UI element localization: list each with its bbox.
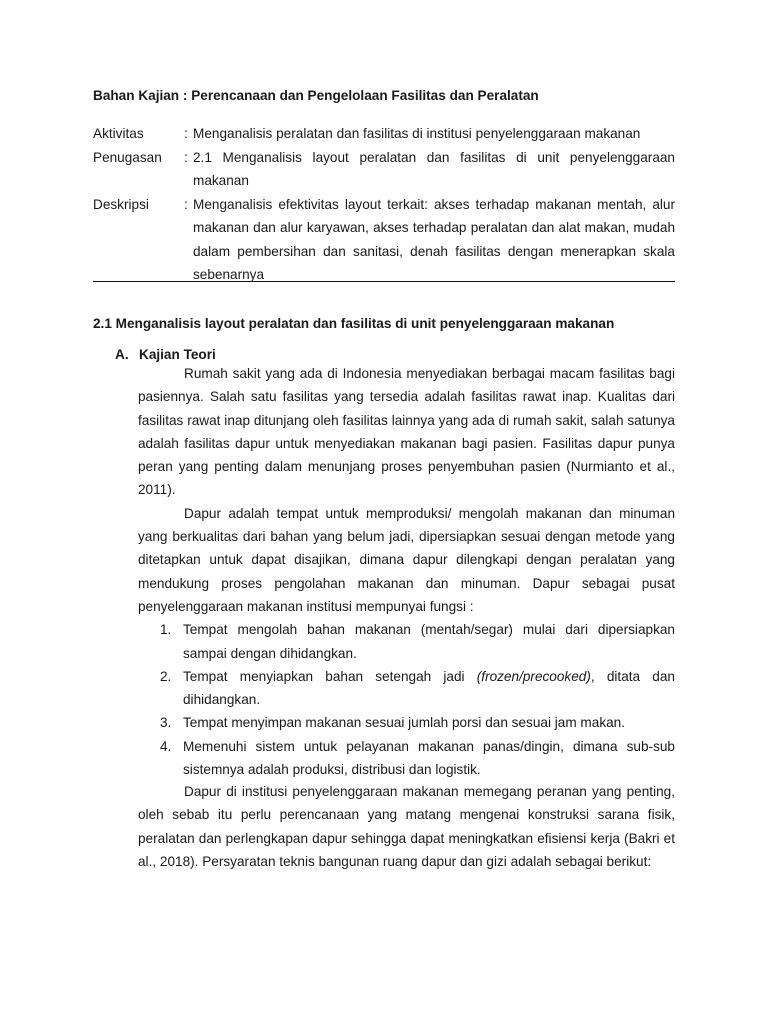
meta-row-penugasan [93,146,675,193]
horizontal-rule [93,281,675,282]
meta-row-aktivitas [93,122,675,146]
document-title: Bahan Kajian : Perencanaan dan Pengelolaan Fasilitas dan Peralatan [93,88,539,103]
paragraph: Dapur adalah tempat untuk memproduksi/ mengolah makanan dan minuman yang berkualitas dari bahan yang belum jadi, dipersiapkan sesuai dengan metode yang ditetapkan untuk dapat disajikan, dimana dapur dilengkapi dengan peralatan yang mendukung proses pengolahan makanan dan minuman. Dapur sebagai pusat penyelenggaraan makanan institusi mempunyai fungsi : [138,505,675,614]
list-text [183,665,675,712]
paragraph: Dapur di institusi penyelenggaraan makanan memegang peranan yang penting, oleh sebab itu perlu perencanaan yang matang mengenai konstruksi sarana fisik, peralatan dan perlengkapan dapur sehingga dapat meningkatkan efisiensi kerja (Bakri et al., 2018). Persyaratan teknis bangunan ruang dapur dan gizi adalah sebagai berikut: [138,784,675,869]
list-item [138,735,675,782]
subsection-title: Kajian Teori [139,347,216,362]
function-list [138,618,675,781]
meta-row-deskripsi [93,193,675,287]
list-text-part: Tempat menyiapkan bahan setengah jadi [183,668,477,684]
meta-colon: : [184,196,188,212]
list-number: 4. [160,738,172,754]
list-number: 1. [160,622,172,638]
list-text: Tempat mengolah bahan makanan (mentah/segar) mulai dari dipersiapkan sampai dengan dihidangkan. [183,622,675,661]
list-number: 3. [160,715,172,731]
list-text: Memenuhi sistem untuk pelayanan makanan panas/dingin, dimana sub-sub sistemnya adalah produksi, distribusi dan logistik. [183,738,675,778]
meta-value: Menganalisis peralatan dan fasilitas di institusi penyelenggaraan makanan [193,126,641,141]
meta-value: Menganalisis efektivitas layout terkait: akses terhadap makanan mentah, alur makanan dan alur karyawan, akses terhadap peralatan dan alat makan, mudah dalam pembersihan dan sanitasi, denah fasilitas dengan menerapkan skala sebenarnya [193,196,675,282]
list-text: Tempat menyimpan makanan sesuai jumlah porsi dan sesuai jam makan. [183,715,626,731]
meta-value: 2.1 Menganalisis layout peralatan dan fasilitas di unit penyelenggaraan makanan [193,149,675,188]
list-item [138,665,675,712]
list-item [138,711,675,734]
body-text [138,362,675,781]
assignment-meta [93,122,675,287]
paragraph: Rumah sakit yang ada di Indonesia menyediakan berbagai macam fasilitas bagi pasiennya. Salah satu fasilitas yang tersedia adalah fasilitas rawat inap. Kualitas dari fasilitas rawat inap ditunjang oleh fasilitas lainnya yang ada di rumah sakit, salah satunya adalah fasilitas dapur untuk menyediakan makanan bagi pasien. Fasilitas dapur punya peran yang penting dalam menunjang proses penyembuhan pasien (Nurmianto et al., 2011). [138,366,675,498]
meta-colon: : [184,126,188,141]
body-text [138,780,675,873]
list-text-part: , ditata dan dihidangkan. [183,668,675,708]
meta-label: Aktivitas [93,126,144,141]
subsection-marker: A. [115,347,129,362]
list-text-italic: (frozen/precooked) [476,668,591,684]
meta-colon: : [184,149,188,165]
list-number: 2. [160,668,172,684]
list-item [138,618,675,665]
meta-label: Deskripsi [93,196,149,212]
section-title: 2.1 Menganalisis layout peralatan dan fasilitas di unit penyelenggaraan makanan [93,316,615,331]
meta-label: Penugasan [93,149,162,165]
